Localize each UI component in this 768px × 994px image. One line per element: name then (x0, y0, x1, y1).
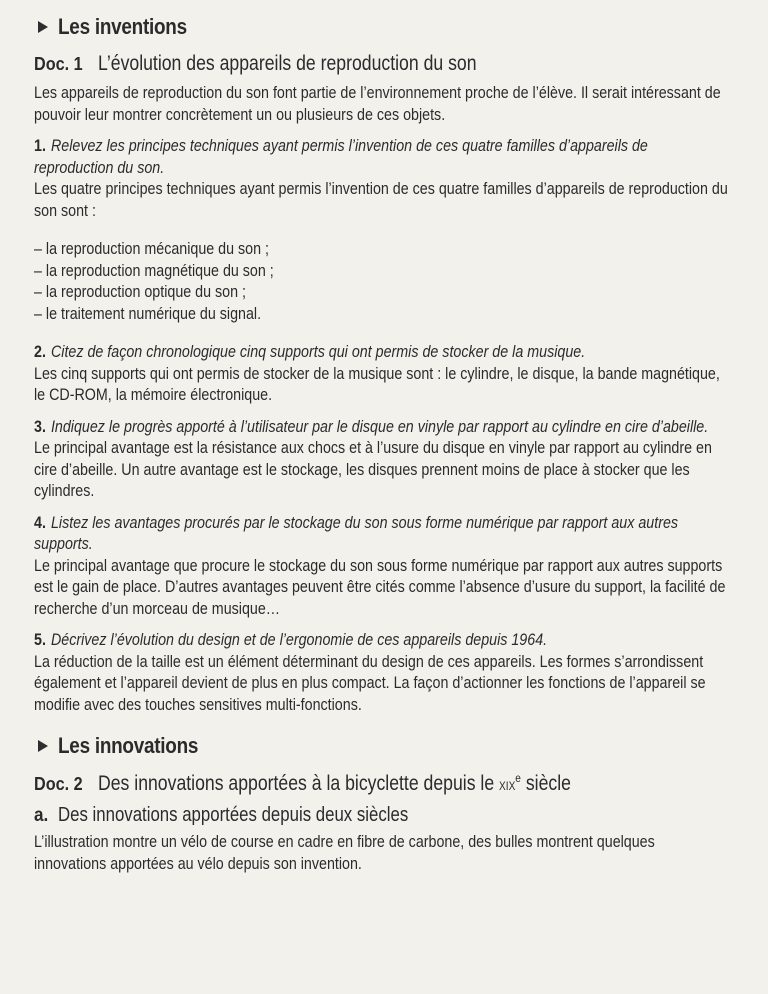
subsection-a-text: L’illustration montre un vélo de course en cadre en fibre de carbone, des bulles montrent quelques innovations apportées au vélo depuis son invention. (34, 832, 655, 873)
question-4 (34, 512, 730, 620)
question-5 (34, 629, 730, 715)
question-3 (34, 416, 730, 502)
answer-text: Les cinq supports qui ont permis de stocker de la musique sont : le cylindre, le disque, la bande magnétique, le CD-ROM, la mémoire électronique. (34, 363, 720, 404)
doc2-heading (34, 771, 730, 796)
subsection-title: Des innovations apportées depuis deux siècles (57, 804, 409, 826)
question-text: 1. Relevez les principes techniques ayant permis l’invention de ces quatre familles d’appareils de reproduction du son. (34, 136, 648, 177)
century-superscript: e (515, 771, 521, 785)
doc1-intro: Les appareils de reproduction du son font partie de l’environnement proche de l’élève. Il serait intéressant de pouvoir leur montrer concrètement un ou plusieurs de ces objets. (34, 83, 721, 124)
triangle-bullet-icon (38, 21, 48, 33)
section-title: Les inventions (58, 14, 187, 39)
answer-text: Le principal avantage que procure le stockage du son sous forme numérique par rapport aux autres supports est le gain de place. D’autres avantages peuvent être cités comme l’absence d’usure du support, la facilité de recherche d’un morceau de musique… (34, 555, 726, 618)
question-text: 4. Listez les avantages procurés par le stockage du son sous forme numérique par rapport aux autres supports. (34, 512, 679, 553)
century-numeral: XIX (499, 779, 516, 793)
list-item: – la reproduction mécanique du son ; (34, 238, 730, 260)
answer-text: Le principal avantage est la résistance aux chocs et à l’usure du disque en vinyle par rapport au cylindre en cire d’abeille. Un autre avantage est le stockage, les disques prennent moins de place à stocker que les cylindres. (34, 438, 712, 500)
answer-text: La réduction de la taille est un élément déterminant du design de ces appareils. Les formes s’arrondissent également et l’appareil devient de plus en plus compact. La façon d’actionner les fonctions de l’appareil se modifie avec des touches sensitives multi-fonctions. (34, 651, 706, 714)
list-item: – la reproduction magnétique du son ; (34, 260, 730, 282)
doc1-title: L’évolution des appareils de reproduction du son (98, 52, 477, 75)
subsection-a-heading (34, 804, 730, 827)
section-heading-innovations (34, 733, 730, 759)
question-number: 2. (34, 342, 46, 361)
doc2-label: Doc. 2 (34, 774, 83, 794)
question-number: 5. (34, 630, 46, 649)
principles-list (34, 238, 730, 324)
doc2-title: Des innovations apportées à la bicyclette depuis le XIXe siècle (98, 771, 571, 795)
question-text: 5. Décrivez l’évolution du design et de l’ergonomie de ces appareils depuis 1964. (34, 630, 548, 649)
question-2 (34, 341, 730, 406)
doc1-label: Doc. 1 (34, 54, 83, 74)
question-text: 2. Citez de façon chronologique cinq supports qui ont permis de stocker de la musique. (34, 342, 586, 361)
question-1 (34, 135, 730, 324)
list-item: – le traitement numérique du signal. (34, 303, 730, 325)
doc1-heading (34, 52, 730, 76)
question-number: 3. (34, 416, 46, 436)
triangle-bullet-icon (38, 740, 48, 752)
question-number: 4. (34, 512, 46, 532)
section-heading-inventions (34, 14, 730, 40)
section-title: Les innovations (58, 733, 199, 758)
question-text: 3. Indiquez le progrès apporté à l’utilisateur par le disque en vinyle par rapport au cylindre en cire d’abeille. (34, 416, 709, 436)
subsection-letter: a. (34, 805, 49, 826)
question-number: 1. (34, 136, 46, 155)
list-item: – la reproduction optique du son ; (34, 281, 730, 303)
answer-text: Les quatre principes techniques ayant permis l’invention de ces quatre familles d’appareils de reproduction du son sont : (34, 179, 728, 220)
